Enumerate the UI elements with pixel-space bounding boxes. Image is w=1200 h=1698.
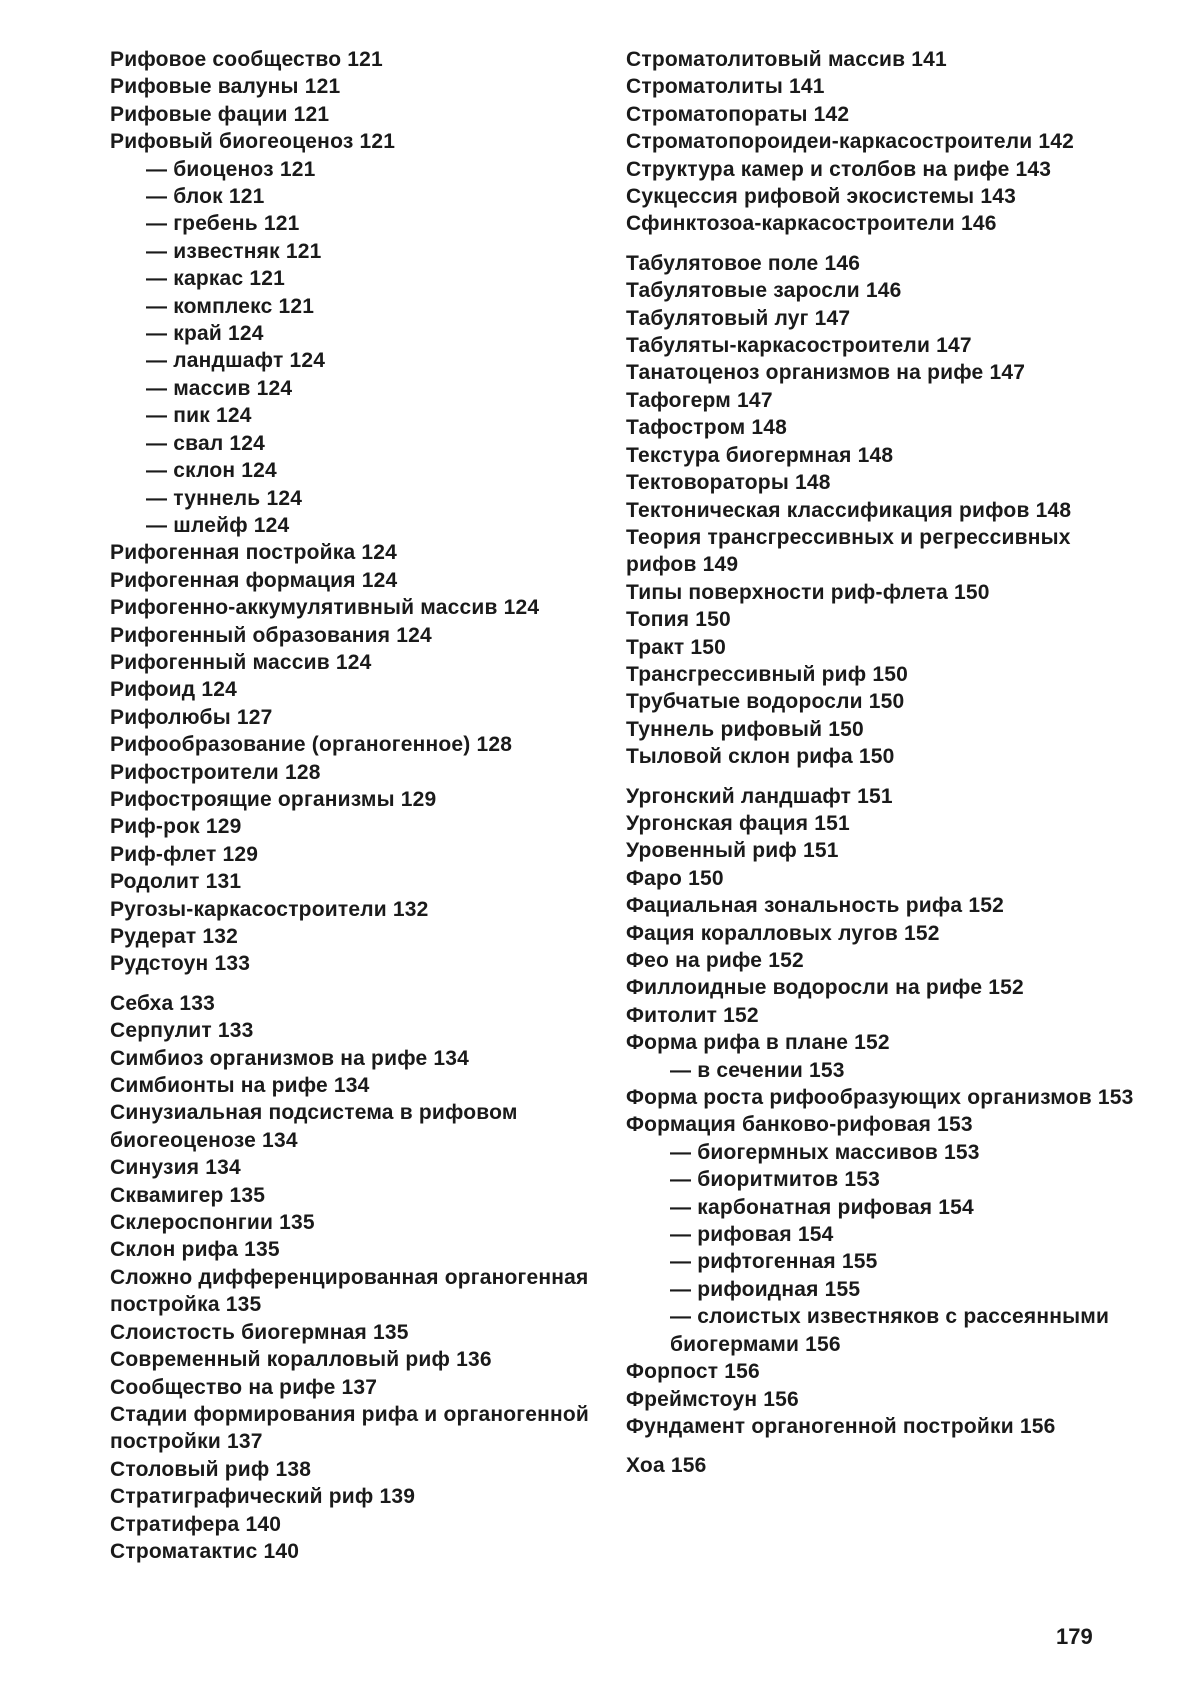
index-entry: Танатоценоз организмов на рифе 147 bbox=[626, 361, 1026, 385]
index-entry: Строматолитовый массив 141 bbox=[626, 48, 947, 71]
index-entry: Синузия 134 bbox=[110, 1156, 241, 1180]
index-entry: Строматопороидеи-каркасостроители 142 bbox=[626, 130, 1075, 154]
index-entry: Симбионты на рифе 134 bbox=[110, 1074, 370, 1098]
index-entry: Стратиграфический риф 139 bbox=[110, 1485, 416, 1509]
index-entry: Серпулит 133 bbox=[110, 1019, 254, 1043]
index-entry: Родолит 131 bbox=[110, 870, 242, 894]
index-entry: Структура камер и столбов на рифе 143 bbox=[626, 157, 1052, 181]
index-entry: — комплекс 121 bbox=[146, 294, 315, 318]
index-entry: Сукцессия рифовой экосистемы 143 bbox=[626, 185, 1016, 209]
index-entry: Рифовое сообщество 121 bbox=[110, 48, 383, 71]
index-entry: Склероспонгии 135 bbox=[110, 1211, 315, 1235]
index-entry: Ругозы-каркасостроители 132 bbox=[110, 897, 429, 921]
index-entry: Табуляты-каркасостроители 147 bbox=[626, 334, 972, 358]
index-entry: Современный коралловый риф 136 bbox=[110, 1348, 492, 1372]
index-entry: Строматолиты 141 bbox=[626, 75, 825, 99]
index-entry: Рифолюбы 127 bbox=[110, 705, 273, 729]
index-entry: — биоритмитов 153 bbox=[670, 1168, 881, 1192]
index-entry: — туннель 124 bbox=[146, 486, 303, 510]
index-entry: Рифоид 124 bbox=[110, 678, 237, 702]
index-entry: — известняк 121 bbox=[146, 239, 322, 263]
index-entry: — ландшафт 124 bbox=[146, 349, 326, 373]
index-entry: Рифостроители 128 bbox=[110, 760, 321, 784]
index-entry: — массив 124 bbox=[146, 376, 293, 400]
index-entry: — рифтогенная 155 bbox=[670, 1250, 878, 1274]
index-entry: — край 124 bbox=[146, 322, 264, 346]
index-entry: Форпост 156 bbox=[626, 1360, 760, 1384]
index-entry: Сквамигер 135 bbox=[110, 1183, 266, 1207]
index-entry: — гребень 121 bbox=[146, 212, 300, 236]
index-entry: Сообщество на рифе 137 bbox=[110, 1375, 378, 1399]
index-entry: Рудерат 132 bbox=[110, 925, 239, 948]
index-entry: Рифогенная формация 124 bbox=[110, 568, 398, 592]
index-entry: Рифовые валуны 121 bbox=[110, 75, 341, 99]
index-entry: — биогермных массивов 153 bbox=[670, 1140, 980, 1164]
index-entry: Симбиоз организмов на рифе 134 bbox=[110, 1046, 470, 1070]
index-entry: Строматактис 140 bbox=[110, 1539, 300, 1563]
index-entry: Стратифера 140 bbox=[110, 1512, 282, 1536]
index-entry: Тафогерм 147 bbox=[626, 388, 773, 412]
index-entry: Типы поверхности риф-флета 150 bbox=[626, 580, 990, 604]
index-entry: Рифостроящие организмы 129 bbox=[110, 787, 437, 811]
index-entry: Стадии формирования рифа и органогенной постройки 137 bbox=[110, 1402, 589, 1454]
index-entry: Сложно дифференцированная органогенная постройка 135 bbox=[110, 1265, 589, 1317]
index-entry: Фео на рифе 152 bbox=[626, 949, 804, 972]
index-entry: Форма роста рифообразующих организмов 153 bbox=[626, 1086, 1134, 1110]
index-entry: Сфинктозоа-каркасостроители 146 bbox=[626, 212, 997, 236]
index-entry: Рифообразование (органогенное) 128 bbox=[110, 733, 513, 757]
index-entry: Фация коралловых лугов 152 bbox=[626, 921, 940, 945]
index-entry: — каркас 121 bbox=[146, 267, 285, 291]
index-entry: Строматопораты 142 bbox=[626, 102, 850, 126]
index-entry: Фациальная зональность рифа 152 bbox=[626, 894, 1004, 918]
index-entry: Риф-флет 129 bbox=[110, 842, 259, 866]
index-entry: Себха 133 bbox=[110, 991, 216, 1015]
index-entry: Рудстоун 133 bbox=[110, 952, 251, 976]
index-entry: Формация банково-рифовая 153 bbox=[626, 1113, 973, 1137]
index-entry: Рифовые фации 121 bbox=[110, 102, 330, 126]
index-entry: Риф-рок 129 bbox=[110, 815, 242, 839]
index-entry: Рифогенно-аккумулятивный массив 124 bbox=[110, 596, 540, 620]
index-entry: Фитолит 152 bbox=[626, 1003, 759, 1027]
index-entry: — рифовая 154 bbox=[670, 1223, 834, 1247]
page-number: 179 bbox=[1056, 1624, 1093, 1649]
index-entry: Рифогенный образования 124 bbox=[110, 623, 432, 647]
index-entry: Теория трансгрессивных и регрессивных рифов 149 bbox=[626, 525, 1071, 577]
index-entry: — в сечении 153 bbox=[670, 1058, 845, 1082]
index-entry: Тектовораторы 148 bbox=[626, 471, 831, 495]
index-entry: Ургонский ландшафт 151 bbox=[626, 784, 893, 808]
index-entry: Текстура биогермная 148 bbox=[626, 443, 894, 467]
index-entry: Форма рифа в плане 152 bbox=[626, 1031, 890, 1055]
index-column-right bbox=[626, 46, 1136, 1480]
index-entry: — блок 121 bbox=[146, 185, 265, 209]
index-entry: Рифовый биогеоценоз 121 bbox=[110, 130, 396, 154]
index-entry: Тракт 150 bbox=[626, 635, 727, 659]
index-entry: Трубчатые водоросли 150 bbox=[626, 690, 905, 714]
index-entry: Рифогенная постройка 124 bbox=[110, 541, 398, 565]
index-entry: — рифоидная 155 bbox=[670, 1277, 861, 1301]
index-entry: Табулятовый луг 147 bbox=[626, 306, 851, 330]
index-entry: Столовый риф 138 bbox=[110, 1457, 312, 1481]
index-entry: Туннель рифовый 150 bbox=[626, 717, 864, 741]
index-entry: — шлейф 124 bbox=[146, 513, 290, 537]
index-entry: Фаро 150 bbox=[626, 866, 724, 890]
index-entry: Табулятовое поле 146 bbox=[626, 251, 861, 275]
index-entry: Ургонская фация 151 bbox=[626, 811, 850, 835]
index-entry: Хоа 156 bbox=[626, 1454, 707, 1478]
index-entry: Слоистость биогермная 135 bbox=[110, 1320, 409, 1344]
index-entry: Табулятовые заросли 146 bbox=[626, 279, 902, 303]
index-entry: Тафостром 148 bbox=[626, 416, 787, 440]
index-entry: Трансгрессивный риф 150 bbox=[626, 662, 908, 686]
index-entry: — слоистых известняков с рассеянными биогермами 156 bbox=[670, 1305, 1110, 1356]
index-entry: Уровенный риф 151 bbox=[626, 839, 839, 863]
index-entry: — склон 124 bbox=[146, 459, 277, 483]
index-entry: — карбонатная рифовая 154 bbox=[670, 1195, 974, 1219]
index-entry: Фреймстоун 156 bbox=[626, 1387, 799, 1411]
index-entry: — биоценоз 121 bbox=[146, 157, 316, 181]
index-column-left bbox=[110, 46, 590, 1565]
index-entry: Филлоидные водоросли на рифе 152 bbox=[626, 976, 1024, 1000]
index-entry: Склон рифа 135 bbox=[110, 1238, 280, 1262]
index-entry: Тыловой склон рифа 150 bbox=[626, 745, 895, 769]
index-entry: Тектоническая классификация рифов 148 bbox=[626, 498, 1072, 522]
index-entry: Фундамент органогенной постройки 156 bbox=[626, 1414, 1056, 1438]
index-entry: Синузиальная подсистема в рифовом биогеоценозе 134 bbox=[110, 1101, 518, 1152]
index-entry: — свал 124 bbox=[146, 431, 266, 455]
index-entry: Топия 150 bbox=[626, 608, 731, 632]
index-entry: Рифогенный массив 124 bbox=[110, 650, 372, 674]
index-entry: — пик 124 bbox=[146, 404, 252, 428]
